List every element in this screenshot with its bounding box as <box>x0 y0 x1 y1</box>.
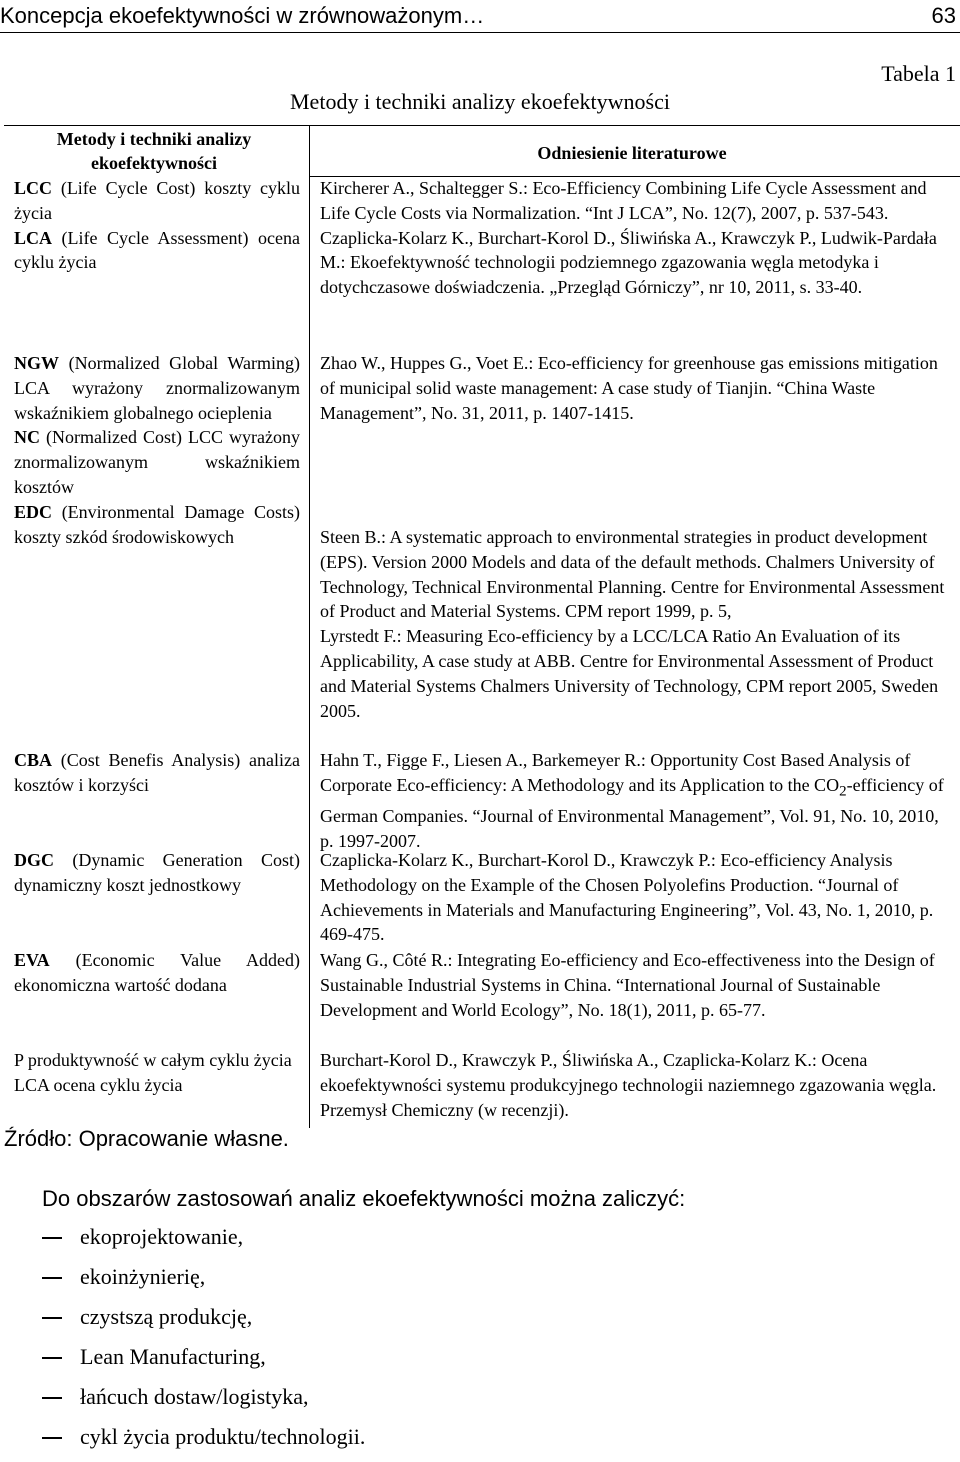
dash-bullet-icon <box>42 1237 62 1239</box>
reference-text-continued: -efficiency of German Companies. “Journal of Environmental Management”, Vol. 91, No. 10, 2010, p. 1997-2007. <box>320 774 944 851</box>
table-column-divider <box>309 125 310 1128</box>
reference-entry <box>320 176 950 226</box>
reference-authors: Lyrstedt F. <box>320 626 397 647</box>
reference-entry <box>320 525 950 624</box>
reference-entry <box>320 848 950 947</box>
methods-cell-1 <box>14 176 300 275</box>
methods-cell-2 <box>14 351 300 549</box>
reference-authors: Hahn T., Figge F., Liesen A., Barkemeyer R. <box>320 750 641 770</box>
subscript-2: 2 <box>839 783 847 800</box>
references-cell-4 <box>320 748 950 854</box>
reference-text: : Eco-efficiency Analysis Methodology on the Example of the Chosen Polyolefins Production. “Journal of Achievements in Materials and Manufacturing Engineering”, Vol. 43, No. 1, 2010, p. 469-475. <box>320 850 934 945</box>
reference-entry <box>320 624 950 723</box>
method-abbr: LCA <box>14 227 53 248</box>
reference-text: : Measuring Eco-efficiency by a LCC/LCA Ratio An Evaluation of its Applicability, A case study at ABB. Centre for Environmental Assessment of Product and Material Systems Chalmers University of Technology, CPM report 2005, Sweden 2005. <box>320 626 939 721</box>
list-item-text: łańcuch dostaw/logistyka, <box>80 1384 309 1409</box>
references-cell-3 <box>320 525 950 723</box>
reference-entry <box>320 948 950 1022</box>
reference-authors: Steen B. <box>320 527 381 547</box>
method-abbr: CBA <box>14 750 53 770</box>
method-description: (Environmental Damage Costs) koszty szkód środowiskowych <box>14 501 300 547</box>
intro-paragraph: Do obszarów zastosowań analiz ekoefektywności można zaliczyć: <box>42 1186 686 1211</box>
running-title: Koncepcja ekoefektywności w zrównoważonym… <box>0 3 485 28</box>
method-abbr: EVA <box>14 950 50 970</box>
method-entry <box>14 176 300 226</box>
method-entry <box>14 425 300 499</box>
method-entry <box>14 226 300 276</box>
reference-authors: Kircherer A., Schaltegger S. <box>320 178 523 198</box>
method-abbr: P <box>14 1050 24 1070</box>
reference-authors: Czaplicka-Kolarz K., Burchart-Korol D., Śliwińska A., Krawczyk P., Ludwik-Pardała M. <box>320 227 937 273</box>
reference-authors: Czaplicka-Kolarz K., Burchart-Korol D., Krawczyk P. <box>320 850 711 870</box>
method-description: (Dynamic Generation Cost) dynamiczny koszt jednostkowy <box>14 850 300 895</box>
method-description: (Normalized Global Warming) LCA wyrażony znormalizowanym wskaźnikiem globalnego ocieplenia <box>14 353 300 423</box>
methods-cell-3 <box>14 748 300 798</box>
dash-bullet-icon <box>42 1437 62 1439</box>
table-number: Tabela 1 <box>881 61 956 86</box>
method-entry <box>14 848 300 898</box>
reference-text: : A systematic approach to environmental strategies in product development (EPS). Version 2000 Models and data of the default methods. Chalmers University of Technology, Technical Environmental Planning. Centre for Environmental Assessment of Product and Material Systems. CPM report 1999, p. 5, <box>320 527 945 622</box>
reference-text: : Ocena ekoefektywności systemu produkcyjnego technologii naziemnego zgazowania węgla. Przemysł Chemiczny (w recenzji). <box>320 1050 937 1120</box>
method-abbr: DGC <box>14 850 54 870</box>
methods-cell-6 <box>14 948 300 998</box>
reference-authors: Burchart-Korol D., Krawczyk P., Śliwińska A., Czaplicka-Kolarz K. <box>320 1050 812 1070</box>
reference-entry <box>320 748 950 854</box>
dash-bullet-icon <box>42 1317 62 1319</box>
table-caption: Metody i techniki analizy ekoefektywności <box>290 89 670 114</box>
list-item-text: ekoprojektowanie, <box>80 1224 244 1249</box>
method-entry <box>14 748 300 798</box>
method-description: (Life Cycle Cost) koszty cyklu życia <box>14 178 300 223</box>
reference-text: : Opportunity Cost Based Analysis of Corporate Eco-efficiency: A Methodology and its Application to the CO <box>320 750 911 795</box>
references-cell-2 <box>320 351 950 425</box>
reference-authors: Zhao W., Huppes G., Voet E. <box>320 353 529 373</box>
references-cell-7 <box>320 1048 950 1122</box>
reference-text: : Ekoefektywność technologii podziemnego zgazowania węgla metodyka i dotychczasowe doświadczenia. „Przegląd Górniczy”, nr 10, 2011, s. 33-40. <box>320 252 879 298</box>
dash-bullet-icon <box>42 1277 62 1279</box>
method-abbr: NC <box>14 427 40 448</box>
method-description: (Normalized Cost) LCC wyrażony znormalizowanym wskaźnikiem kosztów <box>14 427 300 497</box>
list-item-text: czystszą produkcję, <box>80 1304 253 1329</box>
reference-text: : Eco-efficiency for greenhouse gas emissions mitigation of municipal solid waste management: A case study of Tianjin. “China Waste Management”, No. 31, 2011, p. 1407-1415. <box>320 353 938 423</box>
header-rule <box>0 32 960 33</box>
method-abbr: NGW <box>14 353 59 373</box>
running-head <box>0 0 960 34</box>
method-description: (Cost Benefis Analysis) analiza kosztów i korzyści <box>14 750 300 795</box>
methods-cell-5 <box>14 848 300 898</box>
references-cell-5 <box>320 848 950 947</box>
reference-text: : Eco-Efficiency Combining Life Cycle Assessment and Life Cycle Costs via Normalization. “Int J LCA”, No. 12(7), 2007, p. 537-543. <box>320 178 927 223</box>
list-item-text: Lean Manufacturing, <box>80 1344 266 1369</box>
methods-column-header: Metody i techniki analizy ekoefektywności <box>56 129 252 173</box>
method-entry <box>14 500 300 550</box>
method-entry <box>14 948 300 998</box>
page-number: 63 <box>931 3 956 28</box>
references-column-header: Odniesienie literaturowe <box>537 143 727 163</box>
table-top-rule <box>4 125 960 126</box>
methods-cell-7 <box>14 1048 300 1098</box>
method-description: ocena cyklu życia <box>49 1074 183 1095</box>
method-description: (Life Cycle Assessment) ocena cyklu życia <box>14 227 300 273</box>
list-item-text: cykl życia produktu/technologii. <box>80 1424 366 1449</box>
method-description: produktywność w całym cyklu życia <box>23 1050 292 1070</box>
dash-bullet-icon <box>42 1357 62 1359</box>
method-description: (Economic Value Added) ekonomiczna wartość dodana <box>14 950 300 995</box>
method-entry <box>14 1048 300 1073</box>
method-abbr: EDC <box>14 501 53 522</box>
source-note: Źródło: Opracowanie własne. <box>4 1126 289 1151</box>
dash-bullet-icon <box>42 1397 62 1399</box>
reference-authors: Wang G., Côté R. <box>320 950 448 970</box>
reference-entry <box>320 226 950 300</box>
method-abbr: LCA <box>14 1074 50 1095</box>
method-entry <box>14 351 300 425</box>
method-entry <box>14 1073 300 1098</box>
references-cell-1 <box>320 176 950 300</box>
reference-entry <box>320 351 950 425</box>
reference-entry <box>320 1048 950 1122</box>
reference-text: : Integrating Eo-efficiency and Eco-effectiveness into the Design of Sustainable Industrial Systems in China. “International Journal of Sustainable Development and World Ecology”, No. 18(1), 2011, p. 65-77. <box>320 950 935 1020</box>
method-abbr: LCC <box>14 178 53 198</box>
list-item-text: ekoinżynierię, <box>80 1264 206 1289</box>
references-cell-6 <box>320 948 950 1022</box>
